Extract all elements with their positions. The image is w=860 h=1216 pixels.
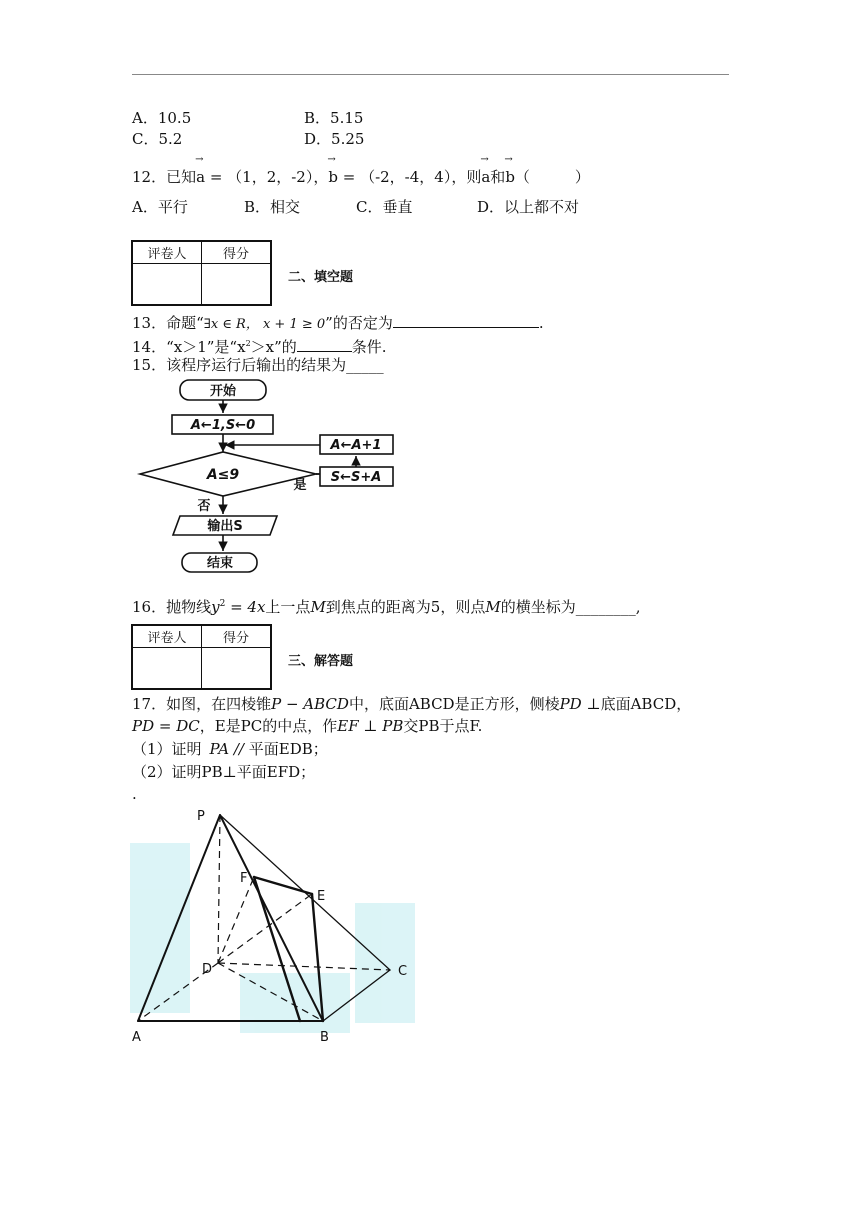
q12-a-value: = （1，2，-2）， — [205, 168, 329, 186]
vertex-label-P: P — [197, 809, 205, 824]
q16-point-m-ref: M — [485, 598, 501, 616]
pyramid-figure — [130, 803, 420, 1047]
flow-end-label: 结束 — [206, 556, 234, 571]
q14-answer-blank[interactable] — [297, 337, 352, 352]
reviewer-cell[interactable] — [132, 263, 202, 305]
score-header: 得分 — [202, 241, 272, 263]
q12-prefix: 12．已知 — [132, 168, 197, 186]
flowchart — [130, 375, 430, 575]
q16-end: , — [635, 598, 641, 616]
vector-b-ref: → b — [505, 167, 515, 187]
q16-eq-y: y — [211, 598, 220, 616]
q17-l1-formula2: PD ⊥ — [559, 695, 601, 713]
flow-condition-label: A≤9 — [206, 467, 240, 483]
reviewer-header: 评卷人 — [132, 625, 202, 647]
q17-part1 — [132, 739, 328, 759]
reviewer-cell[interactable] — [132, 647, 202, 689]
vertex-label-A: A — [132, 1030, 141, 1045]
q17-l1-c: 底面ABCD， — [600, 695, 692, 713]
vertex-label-E: E — [317, 889, 326, 904]
vertex-label-F: F — [240, 871, 248, 886]
q14-text-c: 条件. — [351, 338, 387, 356]
q14-question — [132, 334, 387, 357]
q17-line2 — [132, 716, 482, 736]
vector-b: → b — [328, 167, 338, 187]
q14-superscript: 2 — [245, 339, 251, 348]
q13-suffix: ”的否定为 — [325, 314, 393, 332]
q17-l1-b: 中，底面ABCD是正方形，侧棱 — [348, 695, 560, 713]
q11-option-b: B．5.15 — [304, 109, 364, 127]
q12-option-a: A．平行 — [132, 198, 188, 216]
q12-and: 和 — [490, 168, 506, 186]
flow-init-label: A←1,S←0 — [190, 418, 256, 433]
q17-p1-a: （1）证明 — [132, 740, 202, 758]
q12-option-b: B．相交 — [244, 198, 301, 216]
score-table-section3 — [131, 624, 272, 690]
q16-answer-blank[interactable]: ________ — [575, 598, 636, 616]
q17-dot: . — [132, 785, 137, 803]
q14-text-b: ＞x”的 — [250, 338, 297, 356]
score-cell[interactable] — [202, 647, 272, 689]
header-rule — [132, 74, 729, 75]
q13-formula: ∃x ∈ R， x + 1 ≥ 0 — [203, 317, 326, 332]
score-header: 得分 — [202, 625, 272, 647]
flow-yes-label: 是 — [293, 478, 307, 493]
q11-option-d: D．5.25 — [304, 130, 365, 148]
flow-start-label: 开始 — [209, 384, 237, 399]
q17-part2: （2）证明PB⊥平面EFD； — [132, 763, 316, 781]
q12-answer-paren: （ ） — [514, 168, 590, 186]
q16-eq-sup: 2 — [219, 599, 226, 609]
q17-l1-formula1: P − ABCD — [271, 695, 349, 713]
q17-l2-formula2: EF ⊥ PB — [337, 717, 404, 735]
q17-l2-formula1: PD = DC — [132, 717, 200, 735]
q16-mid: 上一点 — [265, 598, 311, 616]
q15-answer-blank[interactable]: _____ — [346, 356, 384, 374]
q17-l1-a: 17．如图，在四棱锥 — [132, 695, 272, 713]
flow-no-label: 否 — [197, 499, 211, 514]
reviewer-header: 评卷人 — [132, 241, 202, 263]
flow-sum-label: S←S+A — [330, 470, 382, 485]
q15-text: 15．该程序运行后输出的结果为 — [132, 356, 347, 374]
q12-b-value: = （-2，-4，4），则 — [337, 168, 482, 186]
q17-line1 — [132, 694, 691, 714]
vertex-label-D: D — [202, 962, 213, 977]
flow-increment-label: A←A+1 — [330, 438, 382, 453]
vector-a-ref: → a — [481, 167, 490, 187]
q17-p1-b: 平面EDB； — [248, 740, 328, 758]
vertex-label-C: C — [398, 964, 408, 979]
q13-answer-blank[interactable] — [393, 313, 539, 328]
vertex-label-B: B — [320, 1030, 329, 1045]
q16-eq-rest: = 4x — [225, 598, 266, 616]
q13-end: . — [538, 314, 544, 332]
q13-prefix: 13．命题“ — [132, 314, 204, 332]
q11-option-a: A．10.5 — [132, 109, 192, 127]
q12-option-d: D．以上都不对 — [477, 198, 580, 216]
section-title-fill-in: 二、填空题 — [288, 270, 354, 285]
q16-prefix: 16．抛物线 — [132, 598, 212, 616]
q16-question — [132, 594, 641, 617]
q17-l2-b: 交PB于点F. — [403, 717, 483, 735]
q15-question — [132, 355, 384, 375]
q17-p1-formula: PA // — [209, 740, 249, 758]
flow-output-label: 输出S — [207, 519, 243, 534]
score-cell[interactable] — [202, 263, 272, 305]
q16-point-m: M — [310, 598, 326, 616]
q16-mid2: 到焦点的距离为5，则点 — [325, 598, 486, 616]
q11-option-c: C．5.2 — [132, 130, 183, 148]
q16-suffix: 的横坐标为 — [500, 598, 576, 616]
q12-question — [132, 167, 590, 187]
section-title-answer: 三、解答题 — [288, 654, 354, 669]
q13-question — [132, 313, 544, 335]
q12-option-c: C．垂直 — [356, 198, 413, 216]
score-table-section2 — [131, 240, 272, 306]
vector-a: → a — [196, 167, 205, 187]
q14-text-a: 14．“x＞1”是“x — [132, 338, 246, 356]
q17-l2-a: ，E是PC的中点，作 — [199, 717, 338, 735]
